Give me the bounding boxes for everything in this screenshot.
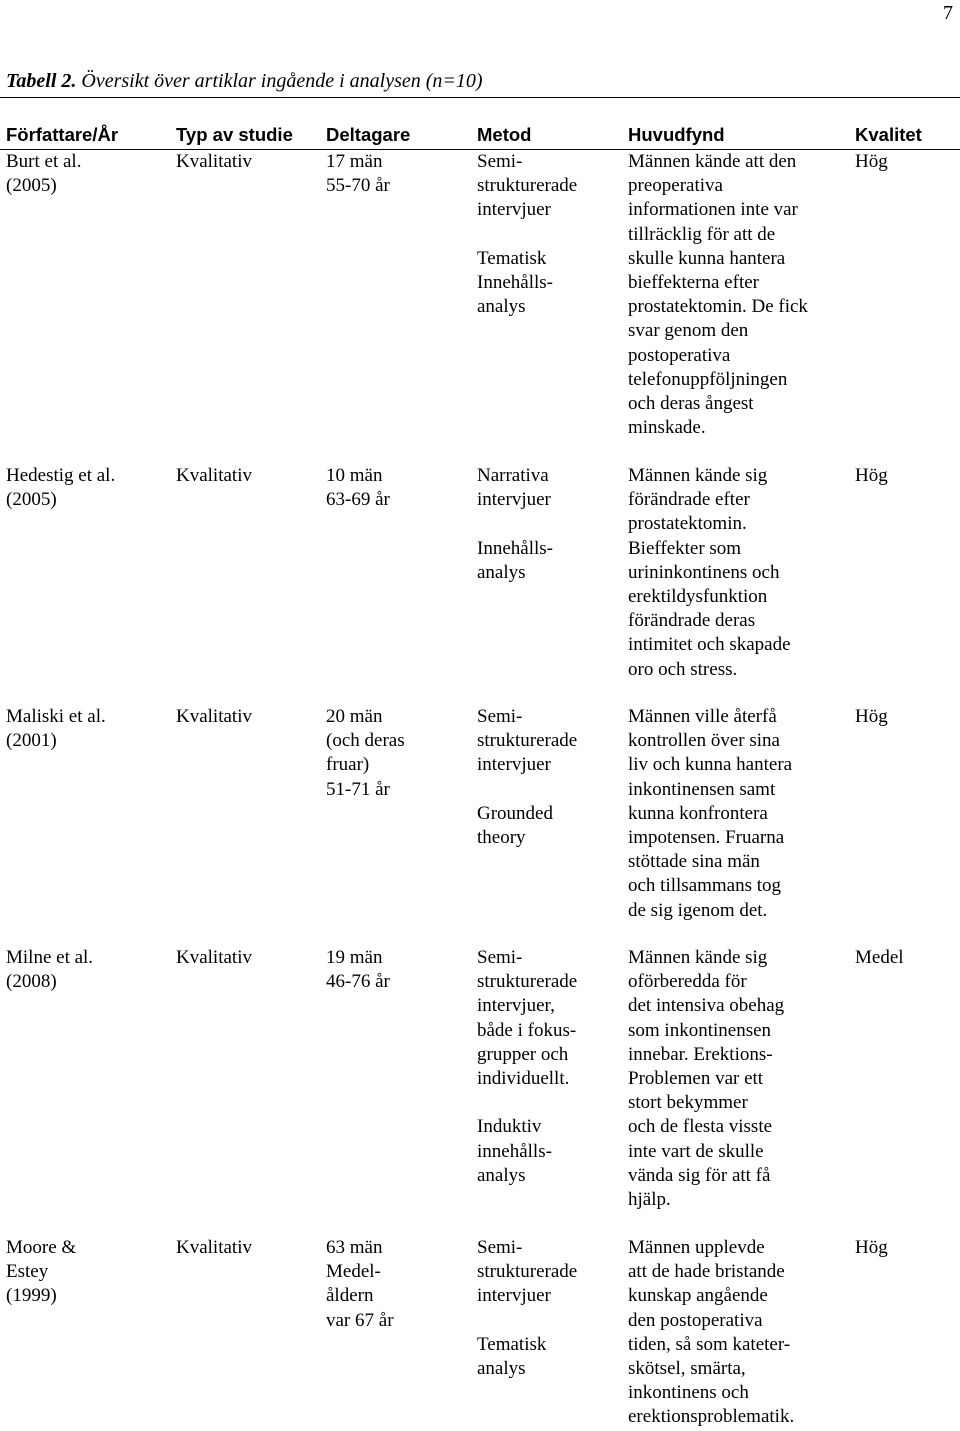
cell-method: Narrativa intervjuer Innehålls- analys — [477, 465, 553, 583]
header-quality: Kvalitet — [855, 124, 922, 145]
cell-author: Maliski et al. (2001) — [6, 706, 106, 752]
cell-study-type: Kvalitativ — [176, 151, 252, 172]
cell-quality: Hög — [855, 151, 888, 172]
cell-method: Semi- strukturerade intervjuer Tematisk Innehålls- analys — [477, 151, 578, 318]
cell-participants: 19 män 46-76 år — [326, 947, 390, 993]
header-author: Författare/År — [6, 124, 119, 145]
cell-study-type: Kvalitativ — [176, 947, 252, 968]
cell-findings: Männen upplevde att de hade bristande kunskap angående den postoperativa tiden, så som kateter- skötsel, smärta, inkontinens och erektionsproblematik. — [628, 1237, 795, 1428]
cell-participants: 10 män 63-69 år — [326, 465, 390, 511]
cell-method: Semi- strukturerade intervjuer Grounded theory — [477, 706, 578, 849]
table-caption — [6, 70, 483, 93]
header-participants: Deltagare — [326, 124, 411, 145]
cell-author: Burt et al. (2005) — [6, 151, 82, 197]
caption-label: Tabell 2. — [6, 70, 77, 92]
cell-study-type: Kvalitativ — [176, 706, 252, 727]
cell-quality: Hög — [855, 465, 888, 486]
cell-method: Semi- strukturerade intervjuer, både i fokus- grupper och individuellt. Induktiv innehålls- analys — [477, 947, 578, 1186]
cell-study-type: Kvalitativ — [176, 465, 252, 486]
cell-findings: Männen ville återfå kontrollen över sina liv och kunna hantera inkontinensen samt kunna konfrontera impotensen. Fruarna stöttade sina män och tillsammans tog de sig igenom det. — [628, 706, 793, 921]
cell-findings: Männen kände sig förändrade efter prostatektomin. Bieffekter som urininkontinens och erektildysfunktion förändrade deras intimitet och skapade oro och stress. — [628, 465, 791, 680]
cell-author: Hedestig et al. (2005) — [6, 465, 116, 511]
cell-participants: 20 män (och deras fruar) 51-71 år — [326, 706, 405, 800]
cell-findings: Männen kände att den preoperativa informationen inte var tillräcklig för att de skulle kunna hantera bieffekterna efter prostatektomin. De fick svar genom den postoperativa telefonuppföljningen och deras ångest minskade. — [628, 151, 808, 439]
header-findings: Huvudfynd — [628, 124, 725, 145]
cell-findings: Männen kände sig oförberedda för det intensiva obehag som inkontinensen innebar. Erektions- Problemen var ett stort bekymmer och de flesta visste inte vart de skulle vända sig för att få hjälp. — [628, 947, 785, 1211]
cell-quality: Hög — [855, 1237, 888, 1258]
cell-quality: Medel — [855, 947, 904, 968]
cell-participants: 17 män 55-70 år — [326, 151, 390, 197]
cell-method: Semi- strukturerade intervjuer Tematisk analys — [477, 1237, 578, 1380]
cell-quality: Hög — [855, 706, 888, 727]
cell-participants: 63 män Medel- åldern var 67 år — [326, 1237, 394, 1331]
cell-author: Milne et al. (2008) — [6, 947, 94, 993]
cell-study-type: Kvalitativ — [176, 1237, 252, 1258]
table-top-rule — [0, 97, 960, 98]
header-method: Metod — [477, 124, 532, 145]
header-study-type: Typ av studie — [176, 124, 293, 145]
cell-author: Moore & Estey (1999) — [6, 1237, 77, 1307]
caption-text: Översikt över artiklar ingående i analysen (n=10) — [76, 70, 483, 92]
page-number: 7 — [943, 2, 953, 24]
